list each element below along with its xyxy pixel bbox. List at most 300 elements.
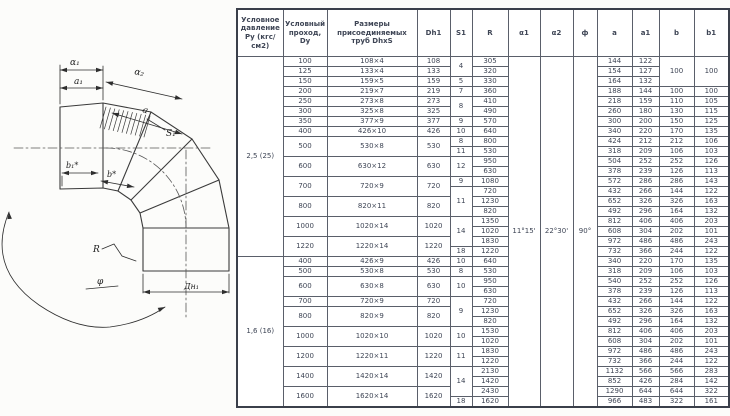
table-cell: 1620 (417, 387, 450, 408)
table-cell: 113 (694, 287, 729, 297)
label-phi: φ (97, 277, 104, 287)
table-cell: 530 (472, 267, 508, 277)
table-cell: 122 (632, 57, 659, 67)
table-cell: 377 (417, 117, 450, 127)
table-cell: 101 (694, 337, 729, 347)
table-cell: 286 (659, 177, 694, 187)
table-cell: 318 (597, 147, 632, 157)
table-cell: 340 (597, 127, 632, 137)
table-cell: 273×8 (327, 97, 417, 107)
table-cell: 239 (632, 287, 659, 297)
table-row (237, 347, 729, 357)
table-cell: 852 (597, 377, 632, 387)
table-cell: 125 (694, 117, 729, 127)
label-alpha1: α₁ (70, 58, 80, 68)
table-cell: 326 (632, 307, 659, 317)
table-cell: 164 (659, 207, 694, 217)
table-cell: 106 (694, 137, 729, 147)
table-cell: 325 (417, 107, 450, 117)
table-cell: 266 (632, 297, 659, 307)
table-cell: 1020 (472, 227, 508, 237)
table-cell: 304 (632, 227, 659, 237)
table-cell: 1830 (472, 237, 508, 247)
table-cell: 812 (597, 217, 632, 227)
table-cell: 132 (694, 317, 729, 327)
label-b: b* (107, 170, 117, 179)
table-cell: 108 (417, 57, 450, 67)
table-cell: 360 (472, 87, 508, 97)
table-row (237, 297, 729, 307)
table-cell: 644 (659, 387, 694, 397)
table-cell: 126 (694, 277, 729, 287)
table-cell: 490 (472, 107, 508, 117)
table-row (237, 87, 729, 97)
table-cell: 1020 (417, 217, 450, 237)
table-cell: 188 (597, 87, 632, 97)
column-header: Размеры присоединяемых труб DhxS (327, 9, 417, 57)
table-cell: 286 (632, 177, 659, 187)
table-cell: 14 (450, 367, 472, 397)
table-row (237, 137, 729, 147)
table-cell: 1220 (283, 237, 327, 257)
table-cell: 630×8 (327, 277, 417, 297)
table-cell: 608 (597, 227, 632, 237)
table-cell: 202 (659, 337, 694, 347)
table-cell: 972 (597, 347, 632, 357)
table-cell: 90° (573, 57, 597, 408)
table-row (237, 327, 729, 337)
table-cell: 170 (659, 127, 694, 137)
table-cell: 125 (283, 67, 327, 77)
table-cell: 180 (632, 107, 659, 117)
table-cell: 1420 (417, 367, 450, 387)
table-cell: 164 (659, 317, 694, 327)
table-cell: 11 (450, 147, 472, 157)
table-cell: 1020×14 (327, 217, 417, 237)
column-header: b (659, 9, 694, 57)
table-cell: 4 (450, 57, 472, 77)
table-cell: 630 (417, 277, 450, 297)
table-cell: 164 (597, 77, 632, 87)
table-cell: 212 (659, 137, 694, 147)
table-cell: 1220 (417, 237, 450, 257)
table-cell: 122 (694, 357, 729, 367)
table-row (237, 67, 729, 77)
table-cell: 318 (597, 267, 632, 277)
table-cell: 144 (659, 187, 694, 197)
table-row (237, 177, 729, 187)
column-header: α2 (540, 9, 573, 57)
table-cell: 406 (659, 217, 694, 227)
table-cell: 600 (283, 277, 327, 297)
column-header: a1 (632, 9, 659, 57)
table-cell: 200 (632, 117, 659, 127)
table-cell: 11°15' (508, 57, 540, 408)
table-cell: 2430 (472, 387, 508, 397)
table-cell: 122 (694, 247, 729, 257)
table-cell: 132 (632, 77, 659, 87)
table-cell: 640 (472, 257, 508, 267)
table-cell: 144 (632, 87, 659, 97)
table-cell: 244 (659, 357, 694, 367)
table-cell: 1230 (472, 197, 508, 207)
table-cell: 500 (283, 137, 327, 157)
table-cell: 1420 (472, 377, 508, 387)
column-header: Dh1 (417, 9, 450, 57)
table-cell: 732 (597, 247, 632, 257)
table-cell: 1620×14 (327, 387, 417, 408)
table-cell: 325×8 (327, 107, 417, 117)
table-cell: 300 (597, 117, 632, 127)
column-header: S1 (450, 9, 472, 57)
table-cell: 800 (283, 197, 327, 217)
table-cell: 320 (472, 67, 508, 77)
spec-table (236, 8, 730, 408)
table-cell: 126 (659, 167, 694, 177)
table-cell: 426 (417, 257, 450, 267)
table-cell: 113 (694, 167, 729, 177)
table-cell: 483 (632, 397, 659, 408)
table-cell: 950 (472, 277, 508, 287)
table-cell: 105 (694, 97, 729, 107)
column-header: R (472, 9, 508, 57)
table-cell: 252 (659, 277, 694, 287)
table-cell: 9 (450, 297, 472, 327)
table-row (237, 107, 729, 117)
table-cell: 10 (450, 327, 472, 347)
table-cell: 106 (659, 267, 694, 277)
table-cell: 1220 (472, 247, 508, 257)
table-cell: 820 (472, 207, 508, 217)
table-cell: 126 (694, 157, 729, 167)
table-cell: 640 (472, 127, 508, 137)
table-cell: 1132 (597, 367, 632, 377)
table-cell: 1290 (597, 387, 632, 397)
table-cell: 22°30' (540, 57, 573, 408)
table-cell: 10 (450, 127, 472, 137)
table-cell: 330 (472, 77, 508, 87)
table-cell: 492 (597, 317, 632, 327)
label-r: R (93, 245, 100, 255)
table-cell: 432 (597, 297, 632, 307)
table-cell: 18 (450, 247, 472, 257)
spec-table-container (236, 8, 718, 408)
table-cell: 630 (417, 157, 450, 177)
table-cell: 406 (632, 327, 659, 337)
column-header: ф (573, 9, 597, 57)
table-cell: 426×10 (327, 127, 417, 137)
table-cell: 144 (659, 297, 694, 307)
table-cell: 350 (283, 117, 327, 127)
table-cell: 820×11 (327, 197, 417, 217)
table-cell: 161 (694, 397, 729, 408)
table-cell: 209 (632, 147, 659, 157)
table-cell: 219×7 (327, 87, 417, 97)
table-row (237, 267, 729, 277)
table-cell: 432 (597, 187, 632, 197)
table-row (237, 387, 729, 397)
table-cell: 220 (632, 127, 659, 137)
table-cell: 504 (597, 157, 632, 167)
table-cell: 322 (659, 397, 694, 408)
table-cell: 150 (659, 117, 694, 127)
table-cell: 163 (694, 307, 729, 317)
table-cell: 1020×10 (327, 327, 417, 347)
table-cell: 630×12 (327, 157, 417, 177)
table-cell: 630 (472, 287, 508, 297)
table-cell: 486 (659, 237, 694, 247)
table-cell: 720 (472, 187, 508, 197)
table-cell: 572 (597, 177, 632, 187)
table-cell: 9 (450, 177, 472, 187)
table-cell: 103 (694, 267, 729, 277)
table-cell: 14 (450, 217, 472, 247)
table-cell: 812 (597, 327, 632, 337)
table-cell: 486 (632, 237, 659, 247)
table-cell: 566 (659, 367, 694, 377)
table-cell: 326 (632, 197, 659, 207)
pipe-outline (60, 103, 229, 271)
table-cell: 8 (450, 137, 472, 147)
table-cell: 219 (417, 87, 450, 97)
table-cell: 1020 (472, 337, 508, 347)
table-cell: 820 (417, 307, 450, 327)
table-cell: 244 (659, 247, 694, 257)
table-cell: 966 (597, 397, 632, 408)
table-cell: 100 (659, 87, 694, 97)
table-cell: 239 (632, 167, 659, 177)
table-row (237, 127, 729, 137)
table-cell: 103 (694, 147, 729, 157)
table-cell: 326 (659, 307, 694, 317)
table-cell: 202 (659, 227, 694, 237)
table-cell: 200 (283, 87, 327, 97)
table-cell: 406 (659, 327, 694, 337)
table-cell: 101 (694, 227, 729, 237)
table-cell: 1,6 (16) (237, 257, 283, 408)
table-cell: 426 (632, 377, 659, 387)
table-cell: 203 (694, 217, 729, 227)
table-cell: 203 (694, 327, 729, 337)
table-cell: 106 (659, 147, 694, 157)
table-cell: 800 (472, 137, 508, 147)
table-cell: 18 (450, 397, 472, 408)
table-cell: 1220×14 (327, 237, 417, 257)
table-cell: 122 (694, 187, 729, 197)
table-cell: 305 (472, 57, 508, 67)
table-cell: 135 (694, 127, 729, 137)
table-cell: 5 (450, 77, 472, 87)
table-cell: 12 (450, 157, 472, 177)
table-cell: 296 (632, 317, 659, 327)
table-cell: 142 (694, 377, 729, 387)
table-row (237, 277, 729, 287)
table-cell: 652 (597, 197, 632, 207)
table-cell: 1420×14 (327, 367, 417, 387)
table-cell: 410 (472, 97, 508, 107)
column-header: α1 (508, 9, 540, 57)
table-cell: 400 (283, 127, 327, 137)
table-cell: 1830 (472, 347, 508, 357)
table-cell: 130 (659, 107, 694, 117)
table-cell: 720 (472, 297, 508, 307)
table-cell: 218 (597, 97, 632, 107)
table-cell: 366 (632, 247, 659, 257)
table-cell: 700 (283, 297, 327, 307)
table-cell: 284 (659, 377, 694, 387)
table-cell: 366 (632, 357, 659, 367)
label-dn1: Дн₁ (184, 282, 199, 291)
table-cell: 644 (632, 387, 659, 397)
table-cell: 159 (417, 77, 450, 87)
table-cell: 108×4 (327, 57, 417, 67)
table-row (237, 117, 729, 127)
table-cell: 326 (659, 197, 694, 207)
label-b1: b₁* (66, 161, 79, 170)
table-cell: 252 (659, 157, 694, 167)
table-cell: 720 (417, 177, 450, 197)
table-cell: 492 (597, 207, 632, 217)
table-cell: 1000 (283, 217, 327, 237)
table-cell: 406 (632, 217, 659, 227)
table-cell: 304 (632, 337, 659, 347)
table-cell: 820 (417, 197, 450, 217)
table-cell: 252 (632, 277, 659, 287)
table-cell: 135 (694, 257, 729, 267)
table-cell: 1020 (417, 327, 450, 347)
table-cell: 720×9 (327, 177, 417, 197)
table-row (237, 307, 729, 317)
table-cell: 426 (417, 127, 450, 137)
table-cell: 220 (632, 257, 659, 267)
table-cell: 252 (632, 157, 659, 167)
table-cell: 1530 (472, 327, 508, 337)
table-cell: 630 (472, 167, 508, 177)
table-cell: 800 (283, 307, 327, 327)
table-cell: 486 (659, 347, 694, 357)
table-cell: 100 (694, 57, 729, 87)
table-cell: 154 (597, 67, 632, 77)
table-cell: 126 (659, 287, 694, 297)
table-cell: 322 (694, 387, 729, 397)
table-cell: 378 (597, 287, 632, 297)
table-row (237, 237, 729, 247)
table-cell: 150 (283, 77, 327, 87)
table-cell: 8 (450, 267, 472, 277)
table-cell: 732 (597, 357, 632, 367)
table-cell: 530 (417, 267, 450, 277)
table-cell: 500 (283, 267, 327, 277)
table-cell: 700 (283, 177, 327, 197)
table-cell: 378 (597, 167, 632, 177)
column-header: Условное давление Ру (кгс/см2) (237, 9, 283, 57)
table-cell: 11 (450, 187, 472, 217)
table-cell: 608 (597, 337, 632, 347)
table-cell: 1220 (417, 347, 450, 367)
table-cell: 133×4 (327, 67, 417, 77)
table-cell: 540 (597, 277, 632, 287)
table-cell: 1200 (283, 347, 327, 367)
table-cell: 212 (632, 137, 659, 147)
table-cell: 296 (632, 207, 659, 217)
label-s1: S₁ (166, 129, 176, 139)
table-cell: 1000 (283, 327, 327, 347)
table-cell: 163 (694, 197, 729, 207)
label-a: a (141, 105, 150, 117)
column-header: b1 (694, 9, 729, 57)
table-cell: 243 (694, 347, 729, 357)
table-cell: 1220×11 (327, 347, 417, 367)
table-cell: 820×9 (327, 307, 417, 327)
table-cell: 170 (659, 257, 694, 267)
table-cell: 1080 (472, 177, 508, 187)
table-cell: 209 (632, 267, 659, 277)
table-row (237, 367, 729, 377)
table-row (237, 197, 729, 207)
table-cell: 144 (597, 57, 632, 67)
table-cell: 530×8 (327, 137, 417, 157)
table-cell: 9 (450, 117, 472, 127)
table-cell: 820 (472, 317, 508, 327)
table-cell: 143 (694, 177, 729, 187)
label-alpha2: α₂ (133, 67, 146, 80)
table-cell: 1350 (472, 217, 508, 227)
column-header: Условный проход, Dy (283, 9, 327, 57)
table-cell: 426×9 (327, 257, 417, 267)
table-cell: 122 (694, 297, 729, 307)
table-cell: 159 (632, 97, 659, 107)
table-cell: 486 (632, 347, 659, 357)
table-cell: 530×8 (327, 267, 417, 277)
table-cell: 115 (694, 107, 729, 117)
table-cell: 570 (472, 117, 508, 127)
table-cell: 2,5 (25) (237, 57, 283, 257)
table-cell: 1400 (283, 367, 327, 387)
table-cell: 273 (417, 97, 450, 107)
table-cell: 400 (283, 257, 327, 267)
table-row (237, 257, 729, 267)
table-row (237, 157, 729, 167)
table-cell: 243 (694, 237, 729, 247)
table-cell: 1620 (472, 397, 508, 408)
table-cell: 250 (283, 97, 327, 107)
table-cell: 159×5 (327, 77, 417, 87)
table-cell: 110 (659, 97, 694, 107)
table-cell: 720×9 (327, 297, 417, 307)
table-cell: 100 (659, 57, 694, 87)
elbow-drawing (0, 0, 236, 416)
table-cell: 530 (472, 147, 508, 157)
table-cell: 266 (632, 187, 659, 197)
table-cell: 340 (597, 257, 632, 267)
table-row (237, 77, 729, 87)
table-cell: 2130 (472, 367, 508, 377)
table-cell: 300 (283, 107, 327, 117)
table-cell: 566 (632, 367, 659, 377)
table-cell: 10 (450, 277, 472, 297)
table-cell: 8 (450, 97, 472, 117)
table-cell: 1230 (472, 307, 508, 317)
header-row (237, 9, 729, 57)
table-cell: 1220 (472, 357, 508, 367)
table-row (237, 97, 729, 107)
column-header: a (597, 9, 632, 57)
table-cell: 377×9 (327, 117, 417, 127)
table-cell: 100 (283, 57, 327, 67)
table-cell: 100 (694, 87, 729, 97)
table-cell: 132 (694, 207, 729, 217)
table-cell: 260 (597, 107, 632, 117)
